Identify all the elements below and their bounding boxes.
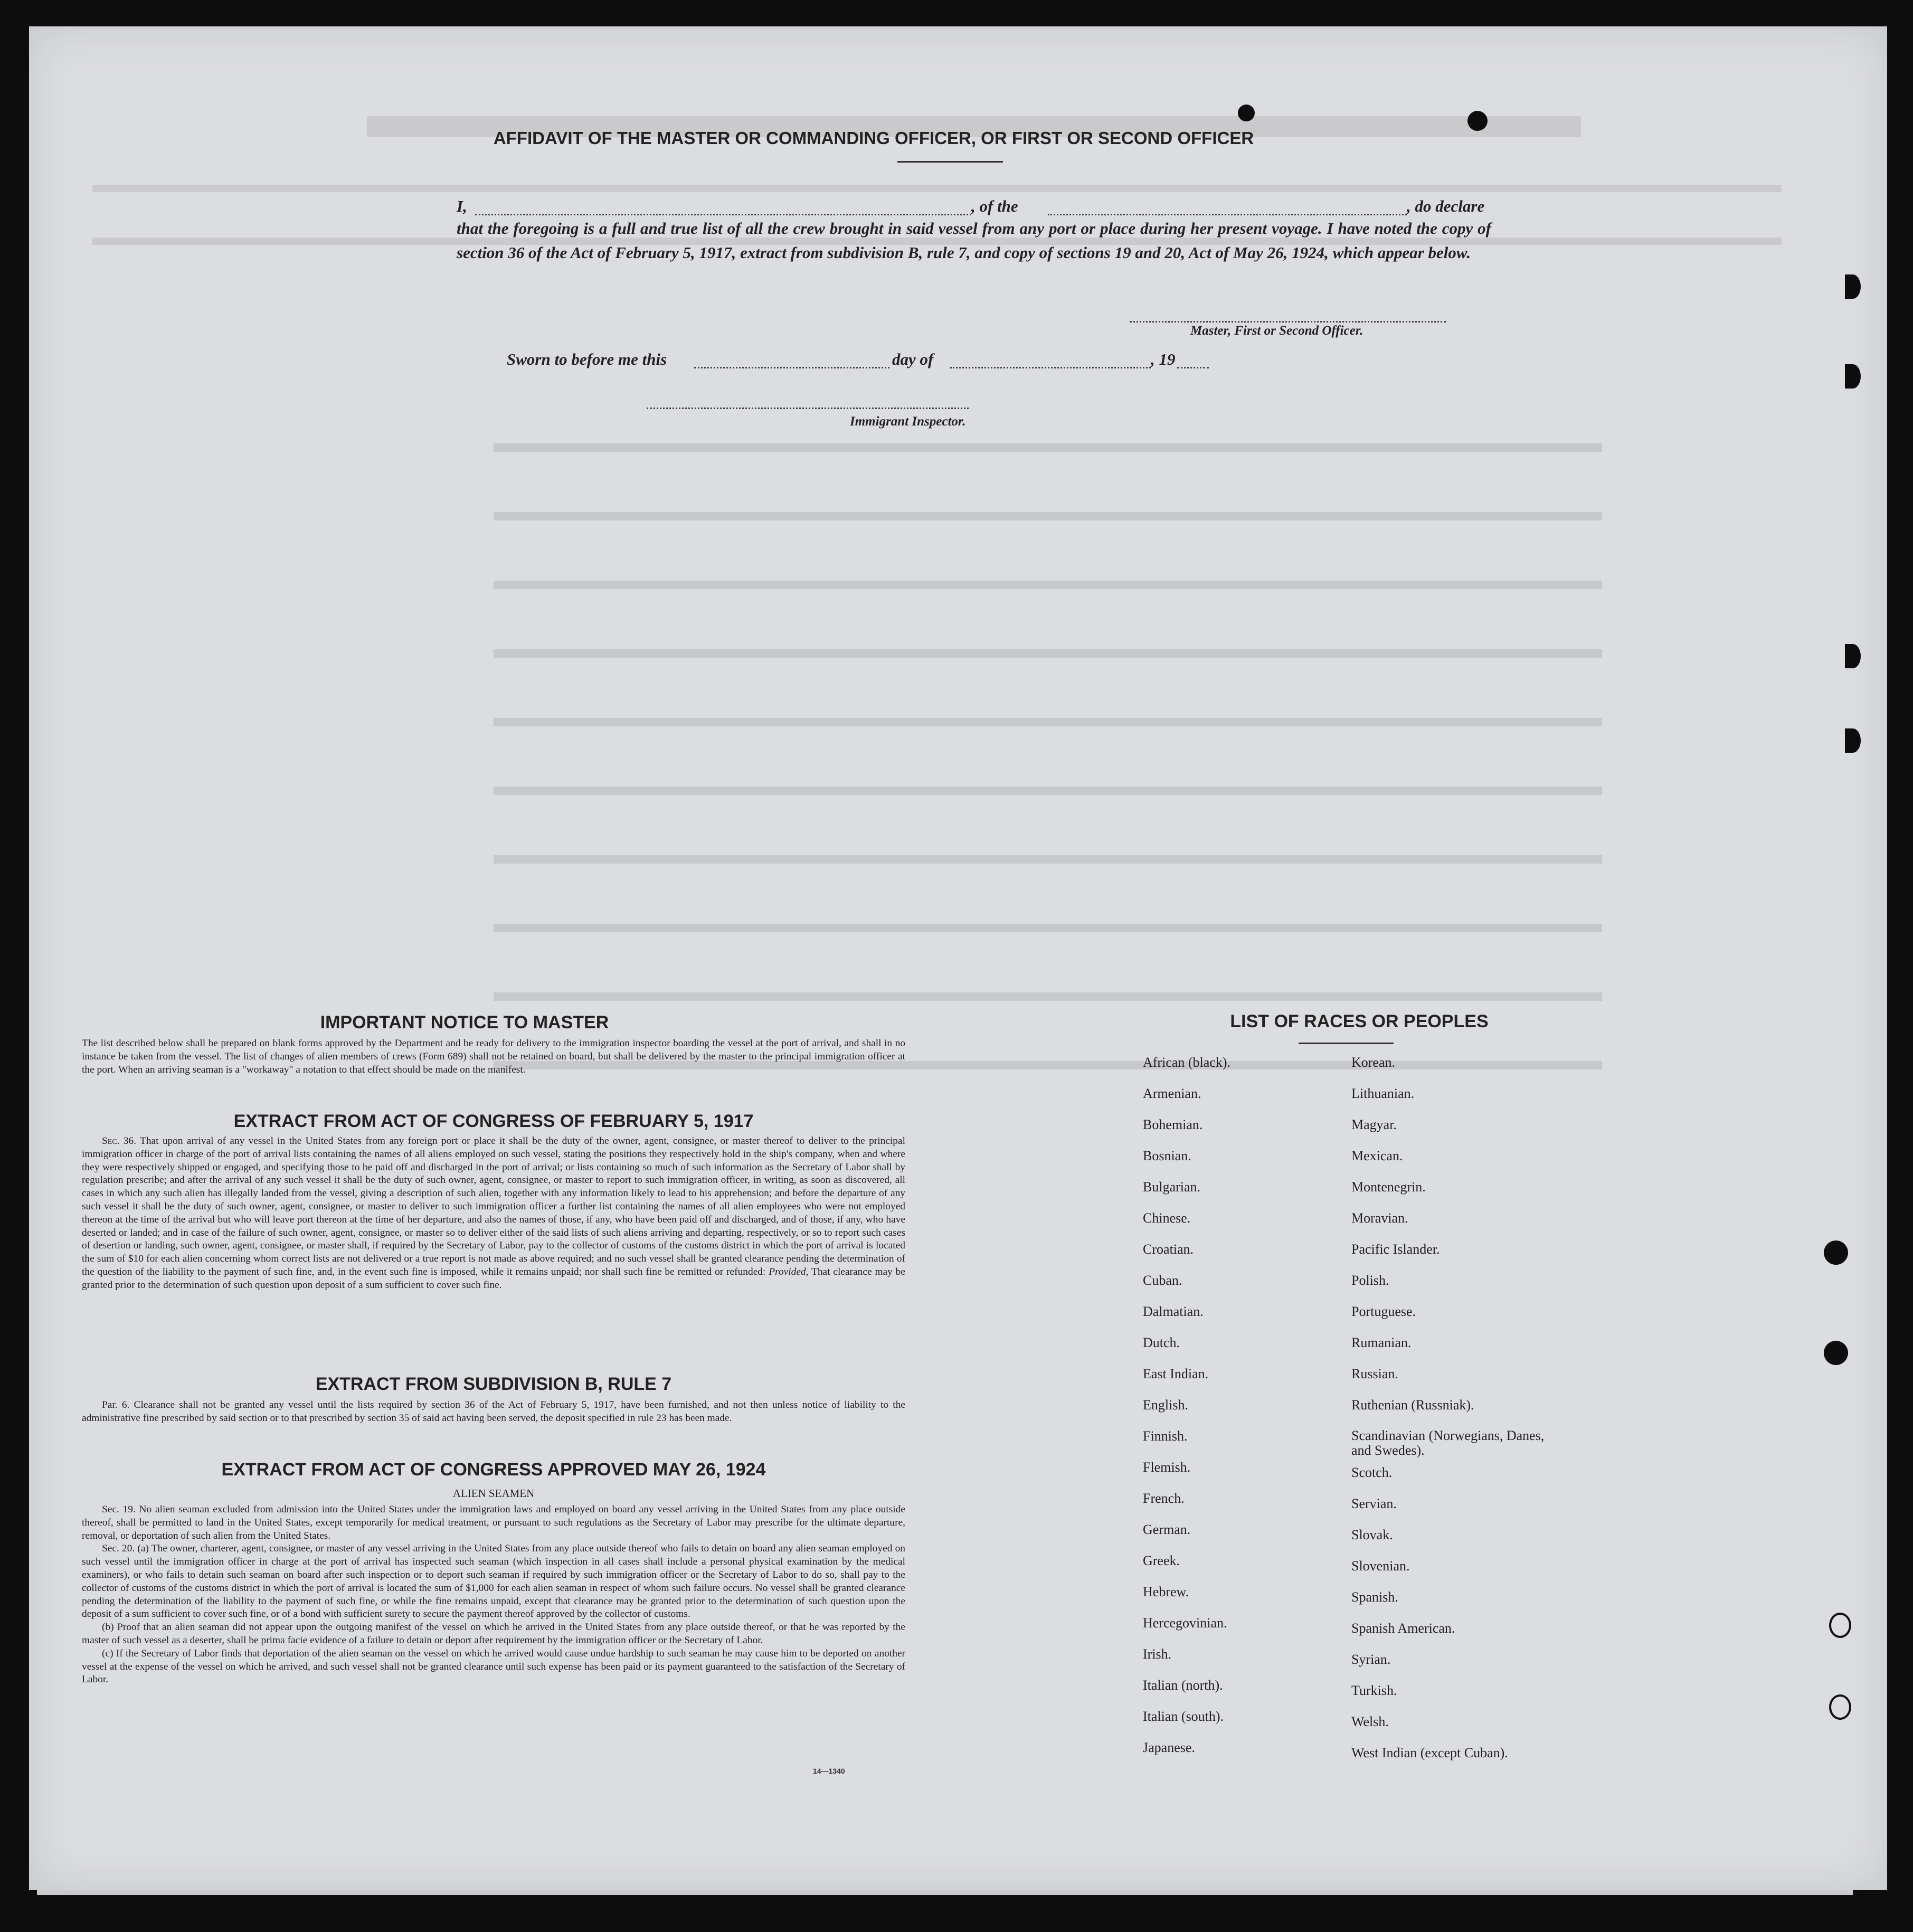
sec36-label: Sec. 36. [102, 1135, 137, 1147]
document-page [29, 26, 1887, 1890]
race-item: Servian. [1351, 1496, 1397, 1511]
race-item: African (black). [1143, 1055, 1231, 1070]
race-item: Polish. [1351, 1273, 1389, 1288]
race-item: Chinese. [1143, 1210, 1191, 1226]
sec20c-text: (c) If the Secretary of Labor finds that deportation of the alien seaman on the vessel on which he arrived would cause undue hardship to such seaman he may cause him to be deported on another vessel at the expense of the vessel on which he arrived, and such vessel shall not be granted clearance until such expense has been paid or its payment guaranteed to the satisfaction of the Secretary of Labor. [82, 1647, 905, 1685]
extract-rule7-title: EXTRACT FROM SUBDIVISION B, RULE 7 [315, 1374, 672, 1394]
race-item: Slovak. [1351, 1527, 1393, 1542]
extract-1917-title: EXTRACT FROM ACT OF CONGRESS OF FEBRUARY 5, 1917 [233, 1111, 754, 1131]
sworn-day-of: day of [892, 350, 934, 368]
race-item: Dutch. [1143, 1335, 1180, 1350]
race-item: Lithuanian. [1351, 1086, 1415, 1101]
race-item: Irish. [1143, 1646, 1172, 1662]
race-item: Scotch. [1351, 1465, 1393, 1480]
race-item: East Indian. [1143, 1366, 1209, 1381]
divider [897, 161, 1003, 163]
race-item: Bulgarian. [1143, 1179, 1201, 1195]
punch-hole [1467, 111, 1488, 131]
race-item: Bohemian. [1143, 1117, 1203, 1132]
sworn-month-blank [950, 367, 1151, 368]
races-title: LIST OF RACES OR PEOPLES [1230, 1011, 1489, 1031]
race-item: French. [1143, 1491, 1185, 1506]
race-item: Scandinavian (Norwegians, Danes, and Swedes). [1351, 1428, 1545, 1458]
race-item: Hebrew. [1143, 1584, 1189, 1599]
race-item: Spanish. [1351, 1589, 1398, 1605]
notice-text: The list described below shall be prepared on blank forms approved by the Department and be ready for delivery to the immigration inspector boarding the vessel at the port of arrival, and shall in no instance be taken from the vessel. The list of changes of alien members of crews (Form 689) shall not be retained on board, but shall be delivered by the master to the principal immigration officer at the port. When an arriving seaman is a "workaway" a notation to that effect should be made on the manifest. [82, 1038, 905, 1075]
officer-signature-line [1130, 321, 1446, 323]
race-item: Japanese. [1143, 1740, 1195, 1755]
alien-seamen-subtitle: ALIEN SEAMEN [452, 1487, 535, 1500]
punch-hole [1845, 728, 1861, 753]
vessel-blank [1048, 214, 1407, 215]
race-item: Dalmatian. [1143, 1304, 1204, 1319]
race-item: Armenian. [1143, 1086, 1201, 1101]
punch-hole [1845, 644, 1861, 668]
extract-1924-text [82, 1503, 905, 1687]
punch-hole [1829, 1613, 1851, 1638]
form-number: 14—1340 [813, 1767, 845, 1775]
sworn-day-blank [694, 367, 889, 368]
race-item: Slovenian. [1351, 1558, 1410, 1574]
sec20a-text: Sec. 20. (a) The owner, charterer, agent, consignee, or master of any vessel arriving in the United States from any place outside thereof who fails to detain on board any alien seaman employed on such vessel until the immigration officer in charge at the port of arrival has inspected such seaman (which inspection in all cases shall include a personal physical examination by the medical examiners), or who fails to detain such seaman on board after such inspection or to deport such seaman if required by such immigration officer or the Secretary of Labor to do so, shall pay to the collector of customs of the customs district in which the port of arrival is located the sum of $1,000 for each alien seaman in respect of whom such failure occurs. No vessel shall be granted clearance pending the determination of the liability to the payment of such fine, or while the fine remains unpaid, except that clearance may be granted prior to the determination of such question upon the deposit of a sum sufficient to cover such fine, or of a bond with sufficient surety to secure the payment thereof approved by the collector of customs. [82, 1543, 905, 1620]
race-item: Magyar. [1351, 1117, 1397, 1132]
sworn-year: , 19 [1151, 350, 1176, 368]
extract-rule7-text [82, 1399, 905, 1425]
punch-hole [1845, 274, 1861, 299]
sec19-text: Sec. 19. No alien seaman excluded from admission into the United States under the immigration laws and employed on board any vessel arriving in the United States from any place outside thereof, shall be permitted to land in the United States, except temporarily for medical treatment, or pursuant to such regulations as the Secretary of Labor may prescribe for the ultimate departure, removal, or deportation of such alien from the United States. [82, 1504, 905, 1541]
race-item: Rumanian. [1351, 1335, 1412, 1350]
sec20b-text: (b) Proof that an alien seaman did not appear upon the outgoing manifest of the vessel on which he arrived in the United States from any place outside thereof, or that he was reported by the master of such vessel as a deserter, shall be prima facie evidence of a failure to detain or deport after requirement by the immigration officer or the Secretary of Labor. [82, 1622, 905, 1646]
punch-hole [1829, 1694, 1851, 1720]
affidavit-i: I, [457, 197, 467, 215]
notice-title: IMPORTANT NOTICE TO MASTER [320, 1012, 609, 1033]
affidavit-title: AFFIDAVIT OF THE MASTER OR COMMANDING OFFICER, OR FIRST OR SECOND OFFICER [493, 128, 1254, 148]
race-item: Hercegovinian. [1143, 1615, 1227, 1631]
race-item: Spanish American. [1351, 1621, 1455, 1636]
extract-1917-text [82, 1135, 905, 1292]
race-item: Montenegrin. [1351, 1179, 1426, 1195]
race-item: German. [1143, 1522, 1191, 1537]
sworn-year-blank [1177, 367, 1209, 368]
punch-hole [1824, 1341, 1848, 1365]
punch-hole [1845, 364, 1861, 389]
proviso-label: Provided, [769, 1266, 809, 1277]
name-blank [475, 214, 971, 215]
race-item: Ruthenian (Russniak). [1351, 1397, 1474, 1413]
race-item: Pacific Islander. [1351, 1242, 1440, 1257]
race-item: Flemish. [1143, 1460, 1191, 1475]
race-item: Moravian. [1351, 1210, 1408, 1226]
punch-hole [1824, 1240, 1848, 1265]
race-item: Finnish. [1143, 1428, 1188, 1444]
race-item: Italian (north). [1143, 1678, 1223, 1693]
race-item: Bosnian. [1143, 1148, 1191, 1163]
inspector-label: Immigrant Inspector. [850, 414, 966, 429]
sworn-text: Sworn to before me this [507, 350, 667, 368]
race-item: Greek. [1143, 1553, 1180, 1568]
affidavit-declare: , do declare [1407, 197, 1485, 215]
race-item: Russian. [1351, 1366, 1398, 1381]
race-item: Korean. [1351, 1055, 1396, 1070]
divider [1299, 1043, 1394, 1044]
inspector-signature-line [647, 408, 969, 409]
race-item: English. [1143, 1397, 1188, 1413]
race-item: Italian (south). [1143, 1709, 1224, 1724]
affidavit-body: that the foregoing is a full and true list of all the crew brought in said vessel from any port or place during her present voyage. I have noted the copy of section 36 of the Act of February 5, 1917, extract from subdivision B, rule 7, and copy of sections 19 and 20, Act of May 26, 1924, which appear below. [457, 219, 1491, 262]
extract-1924-title: EXTRACT FROM ACT OF CONGRESS APPROVED MAY 26, 1924 [221, 1460, 766, 1480]
race-item: Portuguese. [1351, 1304, 1416, 1319]
proviso-text: That clearance may be granted prior to the determination of such question upon deposit of a sum sufficient to cover such fine. [82, 1266, 905, 1291]
sec36-text: That upon arrival of any vessel in the United States from any foreign port or place it shall be the duty of the owner, agent, consignee, or master thereof to deliver to the principal immigration officer in charge of the port of arrival lists containing the names of all aliens employed on such vessel, stating the positions they respectively hold in the ship's company, when and where they were respectively shipped or engaged, and specifying those to be paid off and discharged in the port of arrival; or lists containing so much of such information as the Secretary of Labor shall by regulation prescribe; and after the arrival of any such vessel it shall be the duty of such owner, agent, consignee, or master to report to such immigration officer, in writing, as soon as discovered, all cases in which any such alien has illegally landed from the vessel, giving a description of such alien, together with any information likely to lead to his apprehension; and before the departure of any such vessel it shall be the duty of such owner, agent, consignee, or master to deliver to such immigration officer a further list containing the names of all alien employees who were not employed thereon at the time of the arrival but who will leave port thereon at the time of her departure, and also the names of those, if any, who have been paid off and discharged, and of those, if any, who have deserted or landed; and in case of the failure of such owner, agent, consignee, or master so to deliver either of the said lists of such aliens arriving and departing, respectively, or so to report such cases of desertion or landing, such owner, agent, consignee, or master shall, if required by the Secretary of Labor, pay to the collector of customs of the customs district in which the port of arrival is located the sum of $10 for each alien concerning whom correct lists are not delivered or a true report is not made as above required; and no such vessel shall be granted clearance pending the determination of the question of the liability to the payment of such fine, and, in the event such fine is imposed, while it remains unpaid; nor shall such fine be remitted or refunded: [82, 1135, 905, 1277]
affidavit-of-the: , of the [971, 197, 1018, 215]
race-item: Croatian. [1143, 1242, 1194, 1257]
officer-label: Master, First or Second Officer. [1190, 324, 1363, 338]
rule7-paragraph: Par. 6. Clearance shall not be granted any vessel until the lists required by section 36 of the Act of February 5, 1917, have been furnished, and not then unless notice of liability to the administrative fine prescribed by said section or to that prescribed by section 35 of said act having been served, the deposit specified in rule 23 has been made. [82, 1399, 905, 1424]
race-item: Mexican. [1351, 1148, 1403, 1163]
race-item: Syrian. [1351, 1652, 1391, 1667]
race-item: Turkish. [1351, 1683, 1397, 1698]
race-item: Cuban. [1143, 1273, 1182, 1288]
punch-hole [1238, 105, 1255, 121]
race-item: West Indian (except Cuban). [1351, 1745, 1508, 1760]
race-item: Welsh. [1351, 1714, 1389, 1729]
